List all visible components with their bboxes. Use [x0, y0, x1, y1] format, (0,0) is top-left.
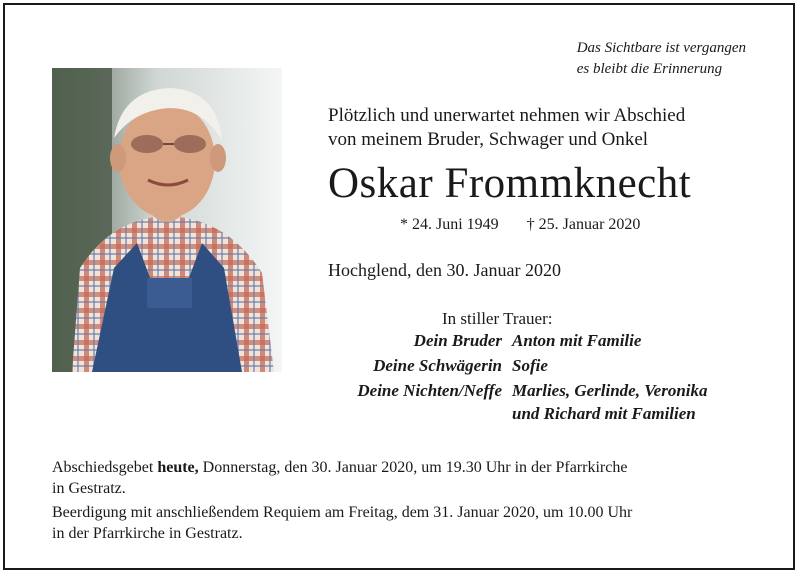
prayer-text-a: Abschiedsgebet: [52, 459, 158, 476]
mourner-relation: Deine Schwägerin: [373, 356, 502, 375]
prayer-service-info: [52, 457, 762, 499]
mourner-names: Sofie: [512, 356, 548, 375]
mourner-names: und Richard mit Familien: [512, 404, 696, 423]
quote-line-2: es bleibt die Erinnerung: [576, 61, 723, 77]
portrait-photo: [52, 68, 282, 372]
birth-date: * 24. Juni 1949: [400, 216, 499, 233]
prayer-text-b: Donnerstag, den 30. Januar 2020, um 19.30 Uhr in der Pfarrkirche: [198, 459, 628, 476]
intro-line-1: Plötzlich und unerwartet nehmen wir Abschied: [328, 105, 686, 126]
intro-line-2: von meinem Bruder, Schwager und Onkel: [328, 129, 649, 150]
funeral-info: [52, 502, 762, 544]
mourner-names: Marlies, Gerlinde, Veronika: [512, 381, 708, 400]
intro-text: [328, 104, 685, 152]
death-date: † 25. Januar 2020: [526, 216, 641, 233]
mourner-relation: Deine Nichten/Neffe: [357, 381, 502, 400]
mourner-relation: Dein Bruder: [413, 331, 502, 350]
funeral-line-1: Beerdigung mit anschließendem Requiem am Freitag, dem 31. Januar 2020, um 10.00 Uhr: [52, 504, 633, 521]
portrait-photo-icon: [52, 68, 282, 372]
mourners-title: In stiller Trauer:: [442, 309, 553, 328]
prayer-line-1: [52, 457, 762, 478]
deceased-name: Oskar Frommknecht: [328, 160, 692, 207]
mourner-names: Anton mit Familie: [512, 331, 642, 350]
place-and-date: Hochglend, den 30. Januar 2020: [328, 260, 561, 280]
memorial-quote: [577, 38, 746, 80]
prayer-line-2: in Gestratz.: [52, 480, 126, 497]
funeral-line-2: in der Pfarrkirche in Gestratz.: [52, 525, 243, 542]
quote-line-1: Das Sichtbare ist vergangen: [576, 40, 746, 56]
life-dates: [400, 215, 640, 235]
prayer-today: heute,: [157, 459, 199, 476]
